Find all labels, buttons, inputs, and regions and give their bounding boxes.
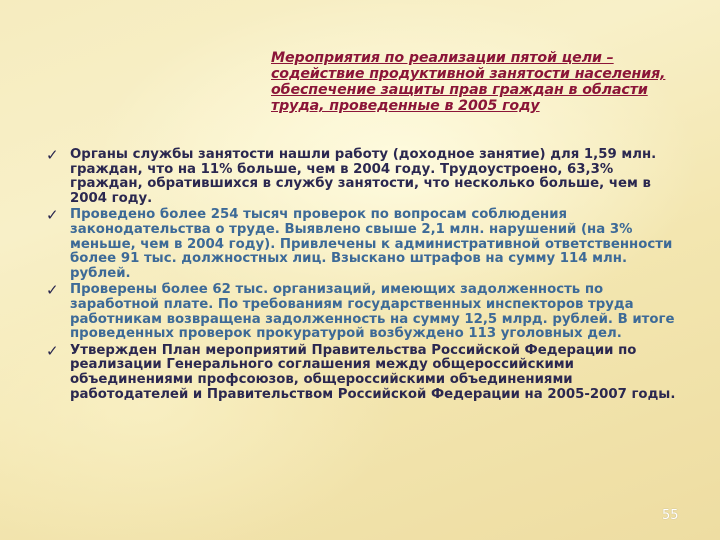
page-number: 55 bbox=[662, 508, 679, 523]
check-icon: ✓ bbox=[46, 281, 59, 300]
check-icon: ✓ bbox=[46, 146, 59, 164]
bullet-item-inspections bbox=[46, 208, 686, 281]
bullet-item-wage-arrears bbox=[46, 283, 686, 341]
bullet-item-employment bbox=[46, 148, 686, 206]
bullet-item-government-plan bbox=[46, 341, 686, 402]
bullet-text: Проверены более 62 тыс. организаций, имеющих задолженность по заработной плате. По требованиям государственных инспекторов труда работникам возвращена задолженность на сумму 12,5 млрд. рублей. В итоге проведенных проверок прокуратурой возбуждено 113 уголовных дел. bbox=[70, 282, 675, 342]
bullet-text: Утвержден План мероприятий Правительства Российской Федерации по реализации Генерального соглашения между общероссийскими объединениями профсоюзов, общероссийскими объединениями работодателей и Правительством Российской Федерации на 2005-2007 годы. bbox=[70, 342, 676, 402]
bullet-list bbox=[46, 148, 686, 404]
bullet-text: Органы службы занятости нашли работу (доходное занятие) для 1,59 млн. граждан, что на 11% больше, чем в 2004 году. Трудоустроено, 63,3% граждан, обратившихся в службу занятости, что несколько больше, чем в 2004 году. bbox=[70, 147, 657, 206]
bullet-text: Проведено более 254 тысяч проверок по вопросам соблюдения законодательства о труде. Выявлено свыше 2,1 млн. нарушений (на 3% меньше, чем в 2004 году). Привлечены к административной ответственности более 91 тыс. должностных лиц. Взыскано штрафов на сумму 114 млн. рублей. bbox=[70, 207, 673, 281]
check-icon: ✓ bbox=[46, 341, 59, 360]
check-icon: ✓ bbox=[46, 206, 59, 225]
slide-title: Мероприятия по реализации пятой цели – содействие продуктивной занятости населения, обеспечение защиты прав граждан в области труда, проведенные в 2005 году bbox=[271, 50, 666, 114]
